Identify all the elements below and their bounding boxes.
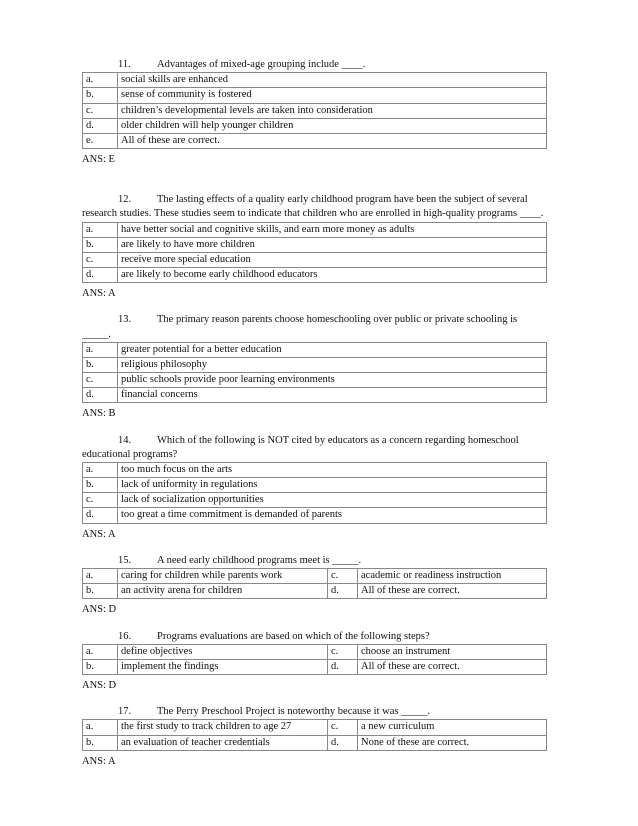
option-text: an evaluation of teacher credentials <box>118 735 328 750</box>
option-letter: c. <box>328 568 358 583</box>
answer-key: ANS: A <box>82 528 116 540</box>
option-text: religious philosophy <box>118 357 547 372</box>
option-text: All of these are correct. <box>118 133 547 148</box>
option-row <box>83 118 547 133</box>
question-number: 15. <box>118 554 132 566</box>
option-text: older children will help younger children <box>118 118 547 133</box>
option-text: lack of uniformity in regulations <box>118 478 547 493</box>
option-letter: c. <box>328 644 358 659</box>
question-number: 11. <box>118 59 131 70</box>
option-row <box>83 462 547 477</box>
options-table <box>82 222 547 284</box>
option-text: academic or readiness instruction <box>358 568 547 583</box>
option-text: choose an instrument <box>358 644 547 659</box>
option-letter: c. <box>83 103 118 118</box>
option-text: are likely to become early childhood educators <box>118 268 547 283</box>
option-row <box>83 508 547 523</box>
option-letter: d. <box>328 735 358 750</box>
option-letter: c. <box>83 493 118 508</box>
option-letter: a. <box>83 462 118 477</box>
question-number: 12. <box>118 194 132 206</box>
option-letter: c. <box>83 252 118 267</box>
options-table <box>82 342 547 404</box>
option-letter: d. <box>83 388 118 403</box>
options-table <box>82 644 547 675</box>
option-text: sense of community is fostered <box>118 88 547 103</box>
option-row <box>83 268 547 283</box>
option-row <box>83 478 547 493</box>
option-row <box>83 644 547 659</box>
question-number: 14. <box>118 434 132 446</box>
option-row <box>83 357 547 372</box>
option-letter: a. <box>83 342 118 357</box>
question-stem <box>82 630 547 644</box>
question-text: A need early childhood programs meet is _____. <box>157 554 362 566</box>
option-row <box>83 103 547 118</box>
option-row <box>83 584 547 599</box>
question-15 <box>82 554 547 618</box>
options-table <box>82 719 547 750</box>
option-row <box>83 342 547 357</box>
option-text: All of these are correct. <box>358 659 547 674</box>
option-text: define objectives <box>118 644 328 659</box>
question-text: Programs evaluations are based on which of the following steps? <box>157 630 430 642</box>
question-17 <box>82 705 547 769</box>
answer-key: ANS: E <box>82 154 115 166</box>
question-text: Which of the following is NOT cited by educators as a concern regarding homeschool educational programs? <box>82 434 519 460</box>
question-text: The Perry Preschool Project is noteworthy because it was _____. <box>157 706 430 718</box>
option-text: too great a time commitment is demanded of parents <box>118 508 547 523</box>
option-letter: a. <box>83 568 118 583</box>
question-14 <box>82 434 547 542</box>
question-number: 17. <box>118 706 132 718</box>
option-letter: c. <box>83 373 118 388</box>
option-row <box>83 568 547 583</box>
option-row <box>83 388 547 403</box>
question-number: 13. <box>118 314 132 326</box>
option-row <box>83 735 547 750</box>
option-text: lack of socialization opportunities <box>118 493 547 508</box>
option-text: greater potential for a better education <box>118 342 547 357</box>
option-letter: c. <box>328 720 358 735</box>
option-text: are likely to have more children <box>118 237 547 252</box>
option-letter: a. <box>83 644 118 659</box>
option-row <box>83 73 547 88</box>
option-text: financial concerns <box>118 388 547 403</box>
answer-key: ANS: B <box>82 408 116 420</box>
option-text: All of these are correct. <box>358 584 547 599</box>
question-11 <box>82 58 547 167</box>
option-letter: d. <box>83 118 118 133</box>
option-letter: b. <box>83 88 118 103</box>
question-text: Advantages of mixed-age grouping include ____. <box>157 59 366 70</box>
option-text: implement the findings <box>118 659 328 674</box>
option-text: the first study to track children to age 27 <box>118 720 328 735</box>
option-row <box>83 88 547 103</box>
question-number: 16. <box>118 630 132 642</box>
question-text: The primary reason parents choose homeschooling over public or private schooling is _____. <box>82 314 518 340</box>
option-letter: d. <box>328 659 358 674</box>
options-table <box>82 568 547 599</box>
question-stem <box>82 58 547 72</box>
exam-page <box>82 58 547 769</box>
option-letter: b. <box>83 237 118 252</box>
option-text: too much focus on the arts <box>118 462 547 477</box>
question-12 <box>82 193 547 301</box>
question-stem <box>82 313 547 341</box>
option-letter: a. <box>83 73 118 88</box>
option-letter: e. <box>83 133 118 148</box>
option-letter: b. <box>83 659 118 674</box>
answer-key: ANS: A <box>82 288 116 300</box>
question-stem <box>82 554 547 568</box>
answer-key: ANS: D <box>82 680 117 692</box>
option-row <box>83 659 547 674</box>
option-row <box>83 222 547 237</box>
option-letter: a. <box>83 720 118 735</box>
option-text: an activity arena for children <box>118 584 328 599</box>
option-row <box>83 133 547 148</box>
question-stem <box>82 193 547 221</box>
question-text: The lasting effects of a quality early childhood program have been the subject of several research studies. These studies seem to indicate that children who are enrolled in high-quality programs ____. <box>82 194 544 220</box>
option-letter: b. <box>83 478 118 493</box>
options-table <box>82 72 547 149</box>
question-stem <box>82 434 547 462</box>
option-letter: a. <box>83 222 118 237</box>
option-text: caring for children while parents work <box>118 568 328 583</box>
question-stem <box>82 705 547 719</box>
option-row <box>83 720 547 735</box>
option-text: receive more special education <box>118 252 547 267</box>
option-letter: b. <box>83 357 118 372</box>
option-letter: d. <box>83 508 118 523</box>
option-row <box>83 237 547 252</box>
answer-key: ANS: D <box>82 604 117 616</box>
option-row <box>83 493 547 508</box>
option-text: None of these are correct. <box>358 735 547 750</box>
option-row <box>83 252 547 267</box>
answer-key: ANS: A <box>82 755 116 767</box>
option-text: a new curriculum <box>358 720 547 735</box>
option-text: social skills are enhanced <box>118 73 547 88</box>
option-letter: b. <box>83 584 118 599</box>
options-table <box>82 462 547 524</box>
option-text: children’s developmental levels are taken into consideration <box>118 103 547 118</box>
option-letter: d. <box>328 584 358 599</box>
option-row <box>83 373 547 388</box>
option-text: public schools provide poor learning environments <box>118 373 547 388</box>
option-letter: d. <box>83 268 118 283</box>
option-text: have better social and cognitive skills, and earn more money as adults <box>118 222 547 237</box>
question-13 <box>82 313 547 421</box>
question-16 <box>82 630 547 694</box>
option-letter: b. <box>83 735 118 750</box>
